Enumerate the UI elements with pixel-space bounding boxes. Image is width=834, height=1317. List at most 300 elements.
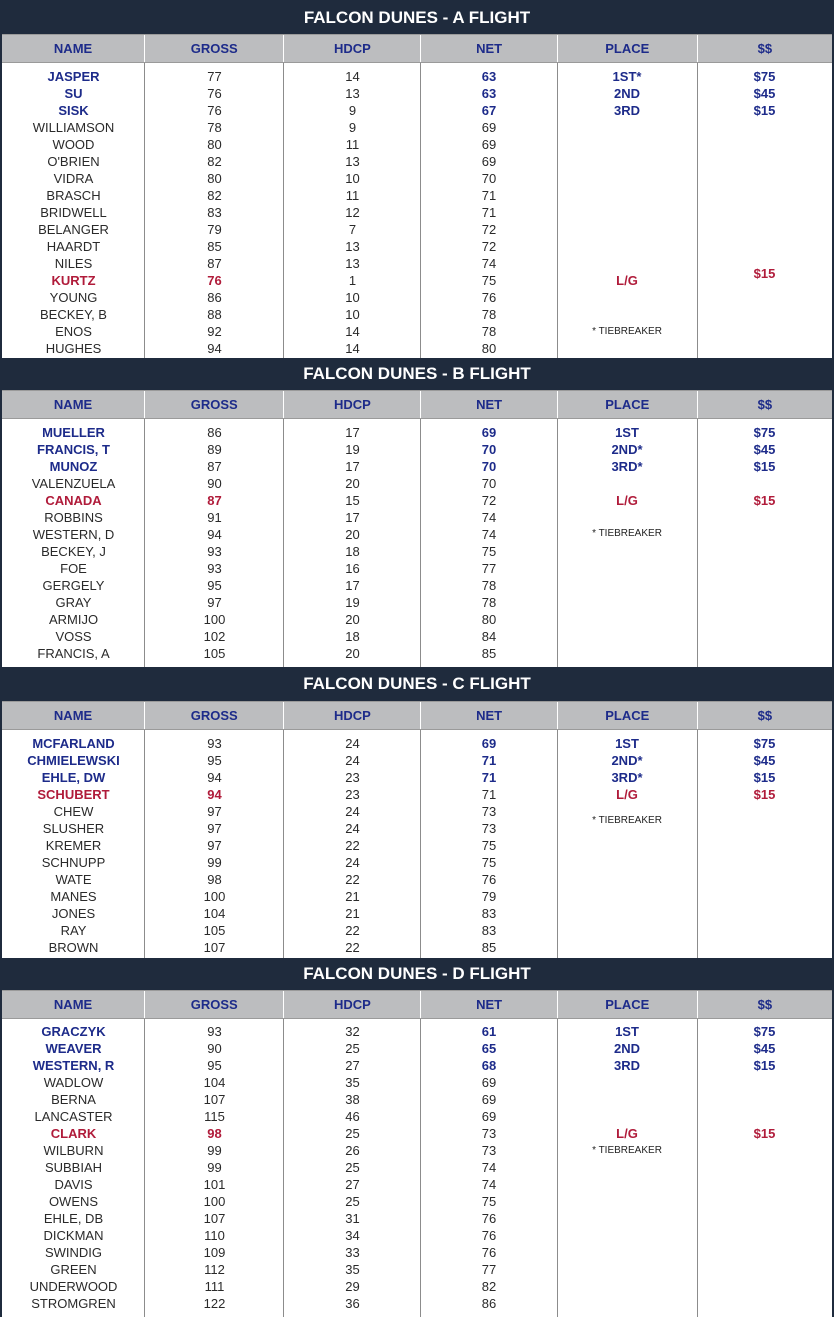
cell-name: CHMIELEWSKI — [27, 753, 120, 768]
cell-place — [557, 628, 697, 645]
cell-hdcp: 9 — [348, 120, 357, 135]
cell-gross: 88 — [207, 307, 222, 322]
table-row — [2, 1261, 832, 1278]
cell-name: STROMGREN — [31, 1296, 116, 1311]
table-row — [2, 1278, 832, 1295]
cell-net: 63 — [481, 69, 497, 84]
cell-place — [557, 560, 697, 577]
cell-net: 69 — [481, 736, 497, 751]
cell-place — [557, 611, 697, 628]
table-row — [2, 594, 832, 611]
cell-gross: 87 — [207, 459, 222, 474]
cell-pay — [697, 594, 832, 611]
table-header — [2, 701, 832, 730]
table-row — [2, 560, 832, 577]
cell-net: 68 — [481, 1058, 497, 1073]
cell-name: WADLOW — [43, 1075, 104, 1090]
cell-hdcp: 14 — [345, 324, 360, 339]
cell-pay — [697, 577, 832, 594]
column-header: NET — [421, 35, 557, 62]
cell-gross: 95 — [207, 1058, 222, 1073]
cell-place: 1ST — [615, 1024, 639, 1039]
cell-gross: 94 — [207, 770, 222, 785]
cell-pay — [697, 289, 832, 306]
cell-net: 69 — [481, 137, 497, 152]
cell-pay — [697, 509, 832, 526]
cell-net: 74 — [481, 527, 497, 542]
cell-name: SU — [64, 86, 83, 101]
cell-name: MUELLER — [42, 425, 105, 440]
cell-hdcp: 25 — [345, 1041, 360, 1056]
column-header: NET — [421, 991, 557, 1018]
cell-hdcp: 24 — [345, 804, 360, 819]
cell-place — [557, 187, 697, 204]
cell-place — [557, 475, 697, 492]
table-row — [2, 119, 832, 136]
column-header: PLACE — [558, 391, 698, 418]
cell-place — [557, 1159, 697, 1176]
cell-hdcp: 22 — [345, 940, 360, 955]
cell-net: 69 — [481, 1092, 497, 1107]
cell-net: 75 — [481, 1194, 497, 1209]
cell-hdcp: 18 — [345, 629, 360, 644]
cell-hdcp: 26 — [345, 1143, 360, 1158]
cell-place — [557, 1278, 697, 1295]
cell-name: KREMER — [45, 838, 102, 853]
cell-gross: 91 — [207, 510, 222, 525]
cell-gross: 94 — [207, 341, 222, 356]
cell-hdcp: 35 — [345, 1075, 360, 1090]
cell-pay — [697, 1295, 832, 1312]
cell-gross: 83 — [207, 205, 222, 220]
flight-title: FALCON DUNES - A FLIGHT — [0, 2, 834, 34]
table-row — [2, 221, 832, 238]
flight-section — [0, 2, 834, 360]
cell-net: 78 — [481, 307, 497, 322]
cell-name: WESTERN, R — [32, 1058, 115, 1073]
cell-net: 70 — [481, 459, 497, 474]
table-row — [2, 871, 832, 888]
cell-hdcp: 15 — [345, 493, 360, 508]
cell-pay — [697, 1091, 832, 1108]
cell-name: VIDRA — [53, 171, 94, 186]
cell-name: GERGELY — [42, 578, 105, 593]
cell-place — [557, 939, 697, 956]
cell-net: 83 — [481, 906, 497, 921]
cell-place — [557, 238, 697, 255]
column-header: NAME — [2, 991, 145, 1018]
table-row — [2, 1227, 832, 1244]
cell-name: DICKMAN — [43, 1228, 104, 1243]
cell-name: JONES — [51, 906, 96, 921]
cell-gross: 97 — [207, 595, 222, 610]
cell-net: 69 — [481, 425, 497, 440]
flight-section — [0, 358, 834, 669]
cell-pay — [697, 119, 832, 136]
cell-place — [557, 922, 697, 939]
cell-hdcp: 23 — [345, 770, 360, 785]
cell-pay — [697, 1193, 832, 1210]
cell-net: 83 — [481, 923, 497, 938]
column-header: NAME — [2, 391, 145, 418]
column-header: PLACE — [558, 35, 698, 62]
cell-place — [557, 1193, 697, 1210]
cell-hdcp: 27 — [345, 1177, 360, 1192]
cell-hdcp: 9 — [348, 103, 357, 118]
cell-place — [557, 170, 697, 187]
cell-name: SLUSHER — [42, 821, 105, 836]
cell-net: 74 — [481, 510, 497, 525]
cell-net: 73 — [481, 804, 497, 819]
cell-net: 82 — [481, 1279, 497, 1294]
cell-net: 70 — [481, 476, 497, 491]
cell-name: BECKEY, J — [41, 544, 106, 559]
cell-place — [557, 1176, 697, 1193]
table-row — [2, 458, 832, 475]
cell-name: FRANCIS, A — [37, 646, 110, 661]
table-row — [2, 526, 832, 543]
cell-name: MCFARLAND — [32, 736, 115, 751]
table-row — [2, 1193, 832, 1210]
cell-gross: 76 — [207, 273, 222, 288]
cell-gross: 82 — [207, 154, 222, 169]
table-row — [2, 475, 832, 492]
cell-net: 80 — [481, 341, 497, 356]
cell-hdcp: 11 — [345, 137, 360, 152]
cell-gross: 122 — [203, 1296, 226, 1311]
cell-net: 78 — [481, 595, 497, 610]
cell-hdcp: 33 — [345, 1245, 360, 1260]
table-row — [2, 888, 832, 905]
cell-place — [557, 509, 697, 526]
cell-gross: 95 — [207, 578, 222, 593]
cell-hdcp: 13 — [345, 154, 360, 169]
table-row — [2, 289, 832, 306]
table-row — [2, 752, 832, 769]
cell-place: L/G — [616, 787, 638, 802]
cell-hdcp: 13 — [345, 86, 360, 101]
cell-name: GREEN — [50, 1262, 97, 1277]
cell-pay: $15 — [753, 770, 776, 785]
cell-net: 70 — [481, 442, 497, 457]
cell-gross: 105 — [203, 923, 226, 938]
table-body — [2, 730, 832, 961]
cell-hdcp: 14 — [345, 69, 360, 84]
cell-name: HUGHES — [45, 341, 102, 356]
cell-net: 72 — [481, 222, 497, 237]
cell-pay — [697, 153, 832, 170]
cell-net: 76 — [481, 1211, 497, 1226]
cell-name: WESTERN, D — [32, 527, 115, 542]
cell-place — [557, 594, 697, 611]
cell-gross: 94 — [207, 527, 222, 542]
cell-gross: 80 — [207, 137, 222, 152]
cell-gross: 107 — [203, 1092, 226, 1107]
cell-hdcp: 25 — [345, 1126, 360, 1141]
table-row — [2, 340, 832, 357]
cell-gross: 93 — [207, 736, 222, 751]
table-row — [2, 170, 832, 187]
cell-place: 3RD* — [611, 770, 643, 785]
table-header — [2, 990, 832, 1019]
cell-place — [557, 255, 697, 272]
table-row — [2, 306, 832, 323]
table-row — [2, 854, 832, 871]
cell-pay — [697, 922, 832, 939]
cell-name: GRAY — [55, 595, 92, 610]
cell-net: 78 — [481, 578, 497, 593]
cell-pay: $75 — [753, 736, 776, 751]
cell-hdcp: 10 — [345, 290, 360, 305]
table-row — [2, 68, 832, 85]
cell-gross: 100 — [203, 612, 226, 627]
cell-name: BECKEY, B — [40, 307, 107, 322]
table-row — [2, 611, 832, 628]
column-header: HDCP — [284, 391, 421, 418]
cell-name: MUNOZ — [49, 459, 98, 474]
cell-place: 3RD* — [611, 459, 643, 474]
cell-pay: $45 — [753, 1041, 776, 1056]
cell-gross: 78 — [207, 120, 222, 135]
cell-pay — [697, 560, 832, 577]
table-row — [2, 1244, 832, 1261]
table-row — [2, 136, 832, 153]
cell-name: BELANGER — [38, 222, 109, 237]
cell-net: 85 — [481, 646, 497, 661]
cell-gross: 99 — [207, 1160, 222, 1175]
cell-hdcp: 16 — [345, 561, 360, 576]
cell-name: VOSS — [55, 629, 92, 644]
cell-place — [557, 1227, 697, 1244]
table-row — [2, 786, 832, 803]
cell-hdcp: 12 — [345, 205, 360, 220]
cell-gross: 80 — [207, 171, 222, 186]
flight-section — [0, 667, 834, 961]
cell-hdcp: 46 — [345, 1109, 360, 1124]
cell-gross: 76 — [207, 86, 222, 101]
cell-name: ARMIJO — [48, 612, 99, 627]
cell-place — [557, 905, 697, 922]
cell-pay — [697, 238, 832, 255]
flight-section — [0, 958, 834, 1317]
cell-place — [557, 1091, 697, 1108]
table-row — [2, 1091, 832, 1108]
table-row — [2, 905, 832, 922]
cell-pay — [697, 645, 832, 662]
cell-gross: 112 — [204, 1262, 225, 1277]
cell-gross: 109 — [203, 1245, 226, 1260]
table-body — [2, 63, 832, 360]
cell-name: EHLE, DW — [41, 770, 106, 785]
cell-gross: 79 — [207, 222, 222, 237]
cell-gross: 89 — [207, 442, 222, 457]
table-row — [2, 1023, 832, 1040]
cell-hdcp: 24 — [345, 753, 360, 768]
table-row — [2, 204, 832, 221]
cell-gross: 87 — [207, 256, 222, 271]
cell-place — [557, 577, 697, 594]
table-body — [2, 1019, 832, 1317]
cell-gross: 95 — [207, 753, 222, 768]
cell-pay: $15 — [753, 103, 776, 118]
cell-place — [557, 119, 697, 136]
table-row — [2, 323, 832, 340]
cell-pay — [697, 475, 832, 492]
cell-name: KURTZ — [51, 273, 96, 288]
column-header: PLACE — [558, 702, 698, 729]
cell-gross: 93 — [207, 1024, 222, 1039]
table-row — [2, 1159, 832, 1176]
cell-hdcp: 25 — [345, 1194, 360, 1209]
cell-gross: 82 — [207, 188, 222, 203]
cell-net: 77 — [481, 561, 497, 576]
cell-hdcp: 20 — [345, 527, 360, 542]
cell-pay — [697, 1142, 832, 1159]
cell-place — [557, 340, 697, 357]
column-header: HDCP — [284, 991, 421, 1018]
cell-net: 71 — [481, 188, 497, 203]
cell-hdcp: 17 — [345, 578, 360, 593]
cell-hdcp: 19 — [345, 595, 360, 610]
table-row — [2, 1074, 832, 1091]
cell-gross: 98 — [207, 872, 222, 887]
cell-gross: 99 — [207, 1143, 222, 1158]
cell-gross: 97 — [207, 838, 222, 853]
cell-name: YOUNG — [49, 290, 98, 305]
cell-place: 3RD — [613, 1058, 640, 1073]
cell-gross: 93 — [207, 544, 222, 559]
cell-hdcp: 24 — [345, 736, 360, 751]
cell-net: 67 — [481, 103, 497, 118]
cell-pay: $15 — [753, 1126, 776, 1141]
cell-gross: 115 — [204, 1109, 225, 1124]
cell-net: 74 — [481, 1160, 497, 1175]
cell-hdcp: 13 — [345, 256, 360, 271]
cell-pay — [697, 820, 832, 837]
table-row — [2, 102, 832, 119]
cell-place — [557, 854, 697, 871]
cell-gross: 90 — [207, 1041, 222, 1056]
flight-title: FALCON DUNES - D FLIGHT — [0, 958, 834, 990]
cell-name: WATE — [55, 872, 92, 887]
cell-name: LANCASTER — [34, 1109, 113, 1124]
cell-hdcp: 24 — [345, 855, 360, 870]
cell-net: 76 — [481, 872, 497, 887]
cell-net: 79 — [481, 889, 497, 904]
tiebreaker-note: * TIEBREAKER — [592, 1145, 662, 1157]
cell-gross: 97 — [207, 804, 222, 819]
cell-pay: $75 — [753, 425, 776, 440]
column-header: $$ — [757, 997, 773, 1012]
cell-hdcp: 22 — [345, 872, 360, 887]
table-header — [2, 390, 832, 419]
flight-title: FALCON DUNES - C FLIGHT — [0, 667, 834, 701]
cell-name: ROBBINS — [44, 510, 103, 525]
cell-hdcp: 34 — [345, 1228, 360, 1243]
cell-net: 63 — [481, 86, 497, 101]
table-row — [2, 803, 832, 820]
table-row — [2, 837, 832, 854]
cell-hdcp: 10 — [345, 307, 360, 322]
column-header: PLACE — [558, 991, 698, 1018]
column-header: GROSS — [145, 991, 284, 1018]
cell-pay — [697, 306, 832, 323]
cell-place — [557, 1295, 697, 1312]
cell-place: 2ND* — [611, 753, 643, 768]
column-header: GROSS — [145, 35, 284, 62]
cell-net: 74 — [481, 1177, 497, 1192]
cell-hdcp: 27 — [345, 1058, 360, 1073]
cell-net: 61 — [481, 1024, 497, 1039]
column-header: GROSS — [145, 702, 284, 729]
cell-name: MANES — [50, 889, 97, 904]
cell-net: 85 — [481, 940, 497, 955]
table-row — [2, 1040, 832, 1057]
column-header: $$ — [757, 708, 773, 723]
cell-pay — [697, 1176, 832, 1193]
cell-gross: 105 — [203, 646, 226, 661]
cell-name: UNDERWOOD — [29, 1279, 118, 1294]
cell-pay: $15 — [753, 787, 776, 802]
cell-pay — [697, 628, 832, 645]
table-row — [2, 1295, 832, 1312]
cell-gross: 76 — [207, 103, 222, 118]
cell-pay: $45 — [753, 86, 776, 101]
cell-hdcp: 7 — [348, 222, 357, 237]
cell-place — [557, 543, 697, 560]
cell-pay — [697, 939, 832, 956]
cell-place — [557, 1261, 697, 1278]
cell-name: SCHUBERT — [37, 787, 110, 802]
flight-title: FALCON DUNES - B FLIGHT — [0, 358, 834, 390]
cell-place — [557, 871, 697, 888]
table-row — [2, 1125, 832, 1142]
cell-place — [557, 645, 697, 662]
cell-hdcp: 24 — [345, 821, 360, 836]
cell-place: L/G — [616, 1126, 638, 1141]
cell-place — [557, 306, 697, 323]
table-row — [2, 492, 832, 509]
column-header: NET — [421, 391, 557, 418]
cell-gross: 77 — [207, 69, 222, 84]
cell-name: WILLIAMSON — [32, 120, 115, 135]
cell-net: 76 — [481, 1245, 497, 1260]
cell-gross: 100 — [203, 1194, 226, 1209]
cell-net: 73 — [481, 1126, 497, 1141]
table-row — [2, 735, 832, 752]
cell-name: GRACZYK — [41, 1024, 106, 1039]
cell-name: SWINDIG — [44, 1245, 103, 1260]
cell-net: 75 — [481, 273, 497, 288]
cell-hdcp: 23 — [345, 787, 360, 802]
cell-name: SUBBIAH — [44, 1160, 103, 1175]
cell-hdcp: 32 — [345, 1024, 360, 1039]
column-header: NAME — [2, 35, 145, 62]
cell-gross: 93 — [207, 561, 222, 576]
cell-pay — [697, 221, 832, 238]
cell-place — [557, 289, 697, 306]
cell-name: HAARDT — [46, 239, 101, 254]
cell-name: FRANCIS, T — [37, 442, 110, 457]
column-header: NAME — [2, 702, 145, 729]
cell-place: L/G — [616, 273, 638, 288]
cell-hdcp: 29 — [345, 1279, 360, 1294]
cell-place — [557, 837, 697, 854]
cell-gross: 86 — [207, 290, 222, 305]
cell-gross: 87 — [207, 493, 222, 508]
table-row — [2, 769, 832, 786]
cell-place: 1ST — [615, 425, 639, 440]
